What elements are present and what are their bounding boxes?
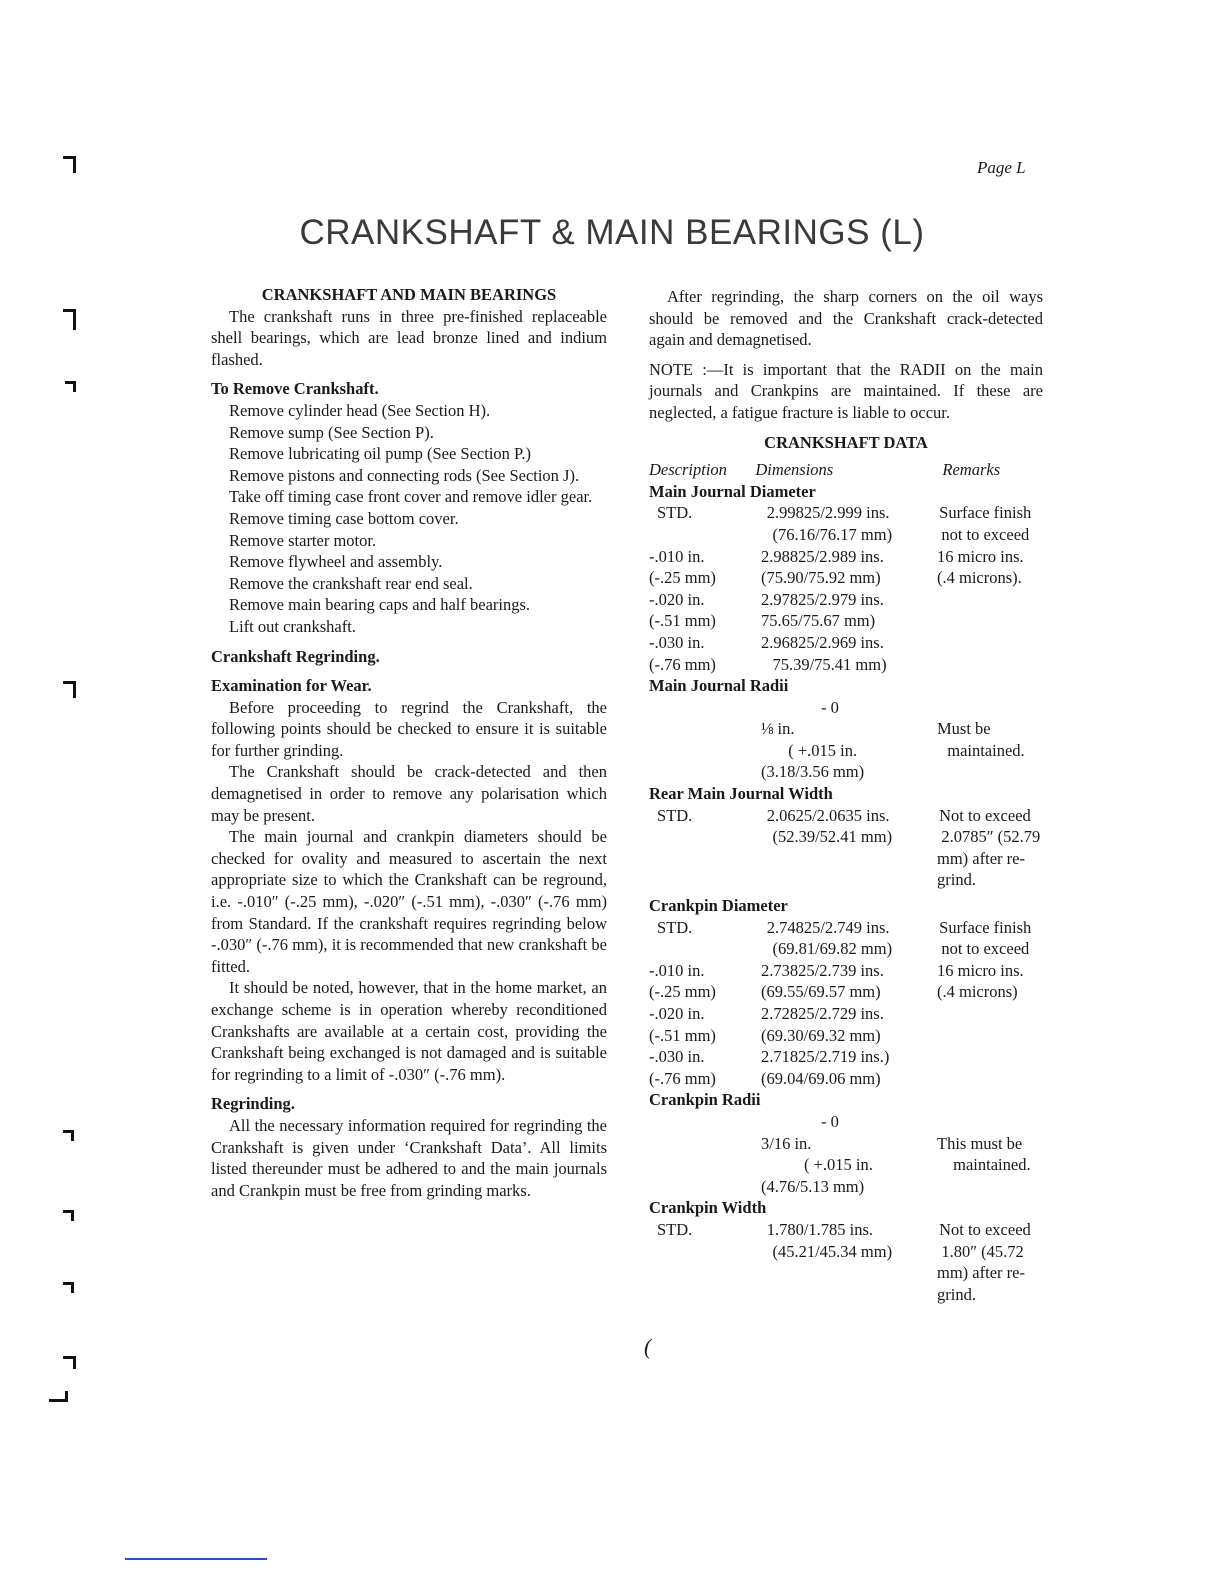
row-description	[649, 1262, 761, 1284]
data-column-headers	[649, 459, 1043, 481]
row-description: -.020 in.	[649, 1004, 705, 1023]
data-row	[649, 848, 1043, 870]
after-regrind-paragraph: After regrinding, the sharp corners on the oil ways should be removed and the Crankshaft crack-detected again and demagnetised.	[649, 287, 1043, 350]
row-dimension: (75.90/75.92 mm)	[761, 568, 881, 588]
col-header-remarks: Remarks	[942, 460, 1001, 480]
row-dimension: (69.30/69.32 mm)	[761, 1025, 881, 1045]
data-row	[649, 1068, 1043, 1090]
crop-mark	[63, 1210, 74, 1221]
data-row	[649, 589, 1043, 611]
crop-mark	[63, 1130, 74, 1141]
radii-row	[649, 761, 1043, 783]
data-row	[649, 632, 1043, 654]
row-description: STD.	[657, 503, 693, 523]
col-header-description: Description	[649, 460, 727, 480]
row-dimension: 2.96825/2.969 ins.	[761, 632, 884, 652]
exam-paragraph: The Crankshaft should be crack-detected and then demagnetised in order to remove any polarisation which may be present.	[211, 762, 607, 825]
radii-row	[649, 740, 1043, 762]
row-description	[649, 938, 756, 960]
left-column	[211, 284, 607, 1201]
row-description: (-.25 mm)	[649, 568, 716, 588]
row-description	[649, 524, 756, 546]
row-description: -.030 in.	[649, 1047, 705, 1067]
crankpin-width-table	[649, 1219, 1043, 1305]
data-row	[649, 502, 1043, 524]
remove-step: Remove pistons and connecting rods (See Section J).	[229, 465, 580, 485]
row-description: STD.	[657, 1219, 693, 1239]
row-description: (-.51 mm)	[649, 611, 716, 631]
data-row	[649, 960, 1043, 982]
radii-row	[649, 1154, 1043, 1176]
crop-mark	[63, 309, 76, 330]
row-description: -.010 in.	[649, 960, 705, 980]
radii-row	[649, 1111, 1043, 1133]
radii-remark: This must be	[937, 1133, 1023, 1153]
regrinding-paragraph: All the necessary information required for regrinding the Crankshaft is given under ‘Crankshaft Data’. All limits listed thereunder must be adhered to and the main journals and Crankpin must be free from grinding marks.	[211, 1115, 607, 1200]
col-header-dimensions: Dimensions	[755, 460, 834, 480]
row-dimension	[761, 848, 937, 870]
row-dimension	[761, 1262, 937, 1284]
exam-paragraph: It should be noted, however, that in the home market, an exchange scheme is in operation whereby reconditioned Crankshafts are available at a certain cost, providing the Crankshaft being exchanged is not damaged and is suitable for regrinding to a limit of -.030″ (-.76 mm).	[211, 978, 607, 1084]
crop-mark	[63, 1356, 76, 1369]
row-remark	[937, 610, 1043, 632]
section-label: Crankpin Radii	[649, 1090, 761, 1110]
crop-mark	[65, 381, 76, 392]
row-remark	[937, 1046, 1043, 1068]
remove-step: Remove timing case bottom cover.	[229, 508, 459, 528]
crop-mark	[63, 156, 76, 173]
crop-mark	[49, 1391, 68, 1402]
remove-step: Remove the crankshaft rear end seal.	[229, 573, 473, 593]
remove-step: Remove main bearing caps and half bearings.	[229, 595, 531, 615]
exam-heading: Examination for Wear.	[211, 676, 372, 696]
data-row	[649, 869, 1043, 891]
section-label: Crankpin Diameter	[649, 896, 788, 916]
data-row	[649, 1046, 1043, 1068]
row-dimension: (52.39/52.41 mm)	[772, 827, 893, 847]
row-remark: mm) after re-	[937, 848, 1025, 868]
right-column	[649, 286, 1043, 1305]
radii-remark: maintained.	[947, 740, 1025, 760]
data-row	[649, 567, 1043, 589]
row-dimension: (45.21/45.34 mm)	[772, 1241, 893, 1261]
row-remark: Surface finish	[939, 503, 1032, 523]
row-dimension: 1.780/1.785 ins.	[766, 1219, 874, 1239]
data-row	[649, 654, 1043, 676]
regrind-heading: Crankshaft Regrinding.	[211, 646, 380, 666]
row-remark: 2.0785″ (52.79	[941, 827, 1041, 847]
row-remark: not to exceed	[941, 524, 1030, 544]
radii-plus: ( +.015 in.	[788, 740, 858, 760]
data-row	[649, 546, 1043, 568]
row-description: STD.	[657, 917, 693, 937]
data-row	[649, 1241, 1043, 1263]
radii-remark: Must be	[937, 719, 991, 739]
section-label: Main Journal Radii	[649, 676, 789, 696]
data-row	[649, 938, 1043, 960]
radii-remark: maintained.	[953, 1155, 1031, 1175]
row-dimension: (69.81/69.82 mm)	[772, 939, 893, 959]
row-description	[649, 869, 761, 891]
row-description	[649, 848, 761, 870]
remove-heading: To Remove Crankshaft.	[211, 379, 379, 399]
page-label: Page L	[977, 158, 1026, 177]
row-description: (-.51 mm)	[649, 1025, 716, 1045]
data-row	[649, 610, 1043, 632]
row-dimension: 2.98825/2.989 ins.	[761, 546, 884, 566]
row-description: (-.76 mm)	[649, 654, 716, 674]
radii-row	[649, 718, 1043, 740]
crop-mark	[63, 681, 76, 698]
row-remark: grind.	[937, 1284, 976, 1304]
row-description: -.030 in.	[649, 632, 705, 652]
intro-paragraph: The crankshaft runs in three pre-finished replaceable shell bearings, which are lead bronze lined and indium flashed.	[211, 306, 607, 369]
footer-rule	[125, 1558, 267, 1560]
radii-value: ⅛ in.	[761, 719, 795, 739]
radii-minus: - 0	[821, 697, 839, 717]
row-dimension: 2.0625/2.0635 ins.	[766, 805, 890, 825]
radii-row	[649, 697, 1043, 719]
exam-paragraph: Before proceeding to regrind the Crankshaft, the following points should be checked to ensure it is suitable for further grinding.	[211, 697, 607, 760]
row-remark: 16 micro ins.	[937, 546, 1024, 566]
radii-row	[649, 1133, 1043, 1155]
data-row	[649, 1219, 1043, 1241]
rear-main-width-table	[649, 805, 1043, 891]
section-heading: CRANKSHAFT AND MAIN BEARINGS	[261, 285, 557, 304]
remove-step: Remove sump (See Section P).	[229, 422, 434, 442]
radii-value: 3/16 in.	[761, 1133, 812, 1153]
radii-plus: ( +.015 in.	[803, 1155, 873, 1175]
row-remark	[937, 1003, 1043, 1025]
section-label: Main Journal Diameter	[649, 481, 816, 501]
data-row	[649, 1262, 1043, 1284]
data-row	[649, 1003, 1043, 1025]
radii-mm: (3.18/3.56 mm)	[761, 762, 865, 782]
row-dimension	[761, 1284, 937, 1306]
main-journal-diameter-table	[649, 502, 1043, 675]
crop-mark	[63, 1282, 74, 1293]
row-remark: (.4 microns).	[937, 568, 1022, 588]
row-dimension: 75.39/75.41 mm)	[772, 654, 887, 674]
row-remark: Surface finish	[939, 917, 1032, 937]
radii-minus: - 0	[821, 1111, 839, 1131]
data-row	[649, 1284, 1043, 1306]
radii-row	[649, 1176, 1043, 1198]
row-description	[649, 1284, 761, 1306]
row-remark: (.4 microns)	[937, 982, 1018, 1002]
note-paragraph: NOTE :—It is important that the RADII on the main journals and Crankpins are maintained. If these are neglected, a fatigue fracture is liable to occur.	[649, 359, 1043, 422]
page-title: CRANKSHAFT & MAIN BEARINGS (L)	[299, 213, 925, 252]
row-description	[649, 1241, 756, 1263]
row-remark	[937, 589, 1043, 611]
row-remark: Not to exceed	[939, 805, 1031, 825]
row-description: -.020 in.	[649, 589, 705, 609]
row-dimension	[761, 869, 937, 891]
data-row	[649, 805, 1043, 827]
row-dimension: (69.55/69.57 mm)	[761, 982, 881, 1002]
row-description: (-.76 mm)	[649, 1068, 716, 1088]
row-remark: mm) after re-	[937, 1263, 1025, 1283]
row-remark	[937, 1068, 1043, 1090]
row-dimension: (76.16/76.17 mm)	[772, 524, 893, 544]
row-remark	[937, 1025, 1043, 1047]
data-row	[649, 826, 1043, 848]
row-remark: not to exceed	[941, 939, 1030, 959]
row-description: (-.25 mm)	[649, 982, 716, 1002]
row-description: -.010 in.	[649, 546, 705, 566]
row-dimension: 2.97825/2.979 ins.	[761, 589, 884, 609]
remove-step: Take off timing case front cover and remove idler gear.	[229, 487, 593, 507]
row-description	[649, 826, 756, 848]
row-dimension: 2.74825/2.749 ins.	[766, 917, 890, 937]
regrinding-heading: Regrinding.	[211, 1094, 295, 1114]
row-dimension: 2.73825/2.739 ins.	[761, 960, 884, 980]
row-remark: 16 micro ins.	[937, 960, 1024, 980]
row-dimension: 2.72825/2.729 ins.	[761, 1004, 884, 1023]
row-dimension: 2.71825/2.719 ins.)	[761, 1047, 890, 1067]
remove-step: Remove starter motor.	[229, 530, 377, 550]
data-heading: CRANKSHAFT DATA	[764, 432, 928, 452]
exam-paragraph: The main journal and crankpin diameters should be checked for ovality and measured to ascertain the next appropriate size to which the Crankshaft can be reground, i.e. -.010″ (-.25 mm), -.020″ (-.51 mm), -.030″ (-.76 mm) from Standard. If the crankshaft requires regrinding below -.030″ (-.76 mm), it is recommended that new crankshaft be fitted.	[211, 827, 607, 976]
row-description: STD.	[657, 805, 693, 825]
data-row	[649, 917, 1043, 939]
row-dimension: (69.04/69.06 mm)	[761, 1068, 881, 1088]
remove-step: Lift out crankshaft.	[229, 616, 356, 636]
section-label: Rear Main Journal Width	[649, 784, 833, 804]
radii-mm: (4.76/5.13 mm)	[761, 1176, 865, 1196]
section-label: Crankpin Width	[649, 1198, 767, 1218]
data-row	[649, 1025, 1043, 1047]
row-remark	[941, 654, 1043, 676]
row-remark: Not to exceed	[939, 1219, 1031, 1239]
remove-step: Remove lubricating oil pump (See Section P.)	[229, 444, 531, 464]
row-dimension: 75.65/75.67 mm)	[761, 611, 876, 631]
crankpin-diameter-table	[649, 917, 1043, 1090]
row-remark: grind.	[937, 870, 976, 890]
remove-step: Remove flywheel and assembly.	[229, 552, 443, 572]
row-dimension: 2.99825/2.999 ins.	[766, 503, 890, 523]
row-remark: 1.80″ (45.72	[941, 1241, 1024, 1261]
data-row	[649, 524, 1043, 546]
remove-step: Remove cylinder head (See Section H).	[229, 400, 491, 420]
row-remark	[937, 632, 1043, 654]
data-row	[649, 981, 1043, 1003]
footer-mark: (	[644, 1334, 652, 1359]
